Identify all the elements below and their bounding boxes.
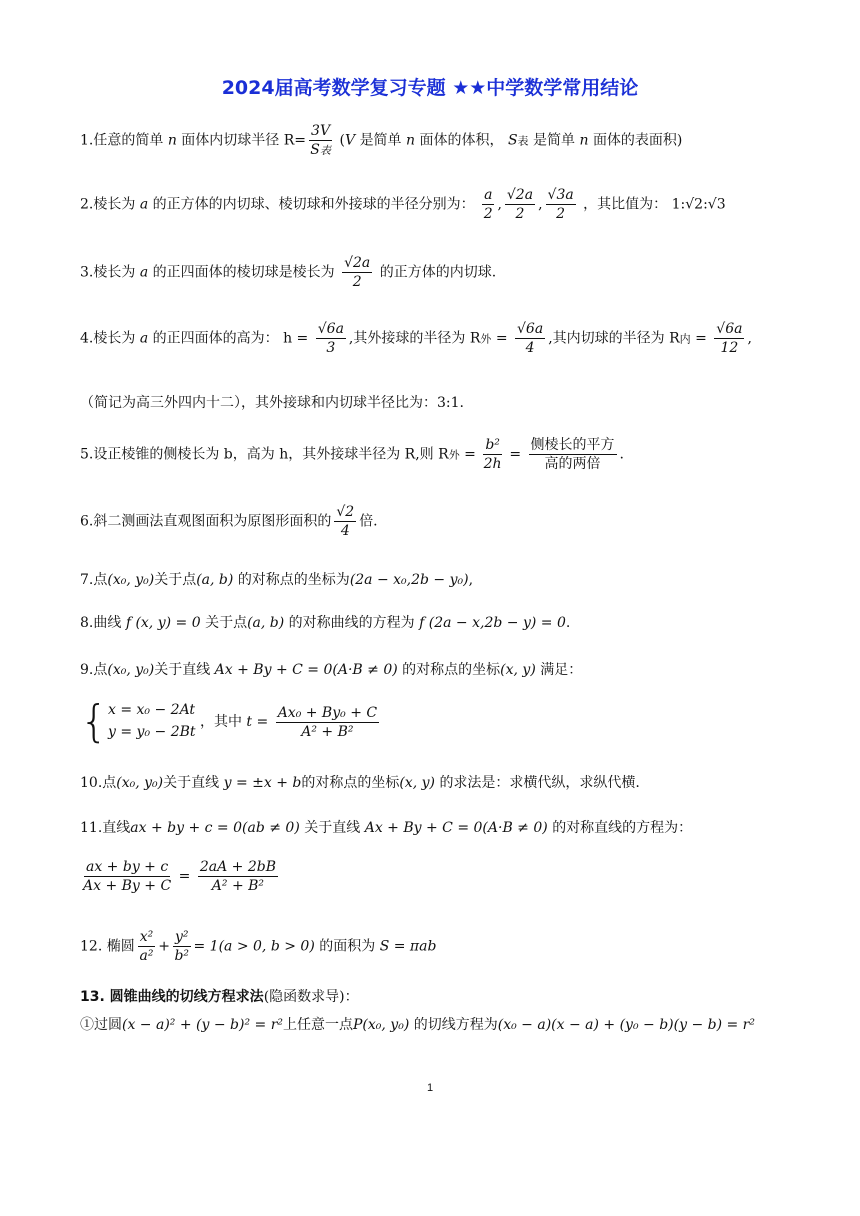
numerator: √2 bbox=[336, 504, 355, 520]
text: R bbox=[669, 330, 680, 347]
text: 的求法是：求横代纵，求纵代横. bbox=[439, 775, 640, 791]
fraction bbox=[482, 188, 494, 221]
text: 5.设正棱锥的侧棱长为 b，高为 h，其外接球半径为 R,则 bbox=[80, 446, 434, 463]
text: h = bbox=[283, 330, 309, 347]
math-var: n bbox=[167, 132, 177, 149]
text: 关于点 bbox=[154, 572, 197, 588]
math: P(x₀, y₀) bbox=[353, 1017, 410, 1033]
math: (x₀, y₀) bbox=[107, 662, 155, 678]
text: ,其外接球的半径为 bbox=[348, 330, 466, 347]
text: = bbox=[695, 330, 707, 347]
text: = bbox=[495, 330, 508, 347]
fraction bbox=[714, 322, 744, 355]
math-var: n bbox=[406, 132, 416, 149]
subscript: 内 bbox=[679, 332, 691, 346]
subscript: 表 bbox=[517, 134, 529, 148]
numerator: √6a bbox=[317, 321, 344, 337]
text: 的正四面体的棱切球是棱长为 bbox=[152, 264, 335, 281]
math: Ax + By + C = 0(A·B ≠ 0) bbox=[364, 820, 548, 836]
text: 12. 椭圆 bbox=[80, 938, 135, 955]
text: 2.棱长为 bbox=[80, 196, 136, 213]
math: t = bbox=[246, 714, 269, 730]
text: 1.任意的简单 bbox=[80, 132, 164, 149]
text: 关于直线 bbox=[163, 775, 220, 791]
denominator: 3 bbox=[326, 340, 336, 356]
text: 面体的体积， bbox=[419, 132, 504, 149]
math-var: S bbox=[507, 132, 518, 149]
subscript: 外 bbox=[448, 448, 460, 462]
item-1 bbox=[80, 124, 682, 157]
denominator: A² + B² bbox=[211, 878, 265, 894]
text: 11.直线 bbox=[80, 820, 131, 836]
numerator: ax + by + c bbox=[85, 859, 169, 875]
subscript: 外 bbox=[480, 332, 492, 346]
fraction bbox=[83, 860, 171, 893]
math: (2a − x₀,2b − y₀) bbox=[349, 572, 469, 588]
text: 的对称曲线的方程为 bbox=[288, 615, 415, 631]
text: 满足： bbox=[540, 662, 583, 678]
text: 6.斜二测画法直观图面积为原图形面积的 bbox=[80, 513, 332, 530]
denominator: 12 bbox=[720, 340, 739, 356]
math: (x₀, y₀) bbox=[107, 572, 155, 588]
equation-system bbox=[108, 700, 196, 743]
math-var: n bbox=[579, 132, 589, 149]
item-2: 2.棱长为 a 的正方体的内切球、棱切球和外接球的半径分别为： $\frac{a}{2}$ , $\frac{√2a}{2}$ , $\frac{√3a}{2}$ ，其比值为： 1:√2:√3 bbox=[80, 187, 726, 222]
text: ，其中 bbox=[199, 714, 242, 730]
fraction bbox=[138, 930, 156, 963]
numerator: √3a bbox=[547, 187, 574, 203]
fraction bbox=[483, 438, 502, 471]
denominator: 4 bbox=[525, 340, 535, 356]
math: (x, y) bbox=[399, 775, 435, 791]
text: 面体内切球半径 R= bbox=[181, 132, 307, 149]
text: 倍. bbox=[359, 513, 378, 530]
section-heading: 13. 圆锥曲线的切线方程求法 bbox=[80, 989, 264, 1005]
numerator: b² bbox=[485, 437, 500, 453]
fraction bbox=[342, 256, 372, 289]
text: 关于点 bbox=[205, 615, 248, 631]
denominator: a² bbox=[139, 948, 154, 964]
math: (a, b) bbox=[247, 615, 285, 631]
text: 关于直线 bbox=[154, 662, 211, 678]
denominator: 2 bbox=[515, 206, 525, 222]
denominator: Ax + By + C bbox=[83, 878, 172, 894]
fraction bbox=[309, 124, 332, 157]
text: 的面积为 bbox=[319, 938, 376, 955]
fraction bbox=[173, 930, 191, 963]
text: ，其比值为： bbox=[583, 196, 668, 213]
text: = bbox=[464, 446, 476, 463]
numerator: x² bbox=[139, 929, 154, 945]
text: R bbox=[469, 330, 481, 347]
text: 上任意一点 bbox=[283, 1017, 354, 1033]
math-var: a bbox=[139, 330, 149, 347]
fraction bbox=[529, 438, 617, 471]
denominator: b² bbox=[174, 948, 190, 964]
numerator: 3V bbox=[311, 123, 331, 139]
text: 7.点 bbox=[80, 572, 108, 588]
text: 4.棱长为 bbox=[80, 330, 136, 347]
text: 的正方体的内切球、棱切球和外接球的半径分别为： bbox=[152, 196, 475, 213]
item-9-system bbox=[80, 696, 382, 747]
item-13a bbox=[80, 1018, 755, 1032]
text: 是简单 bbox=[359, 132, 402, 149]
denominator: 2h bbox=[483, 456, 502, 472]
text: 9.点 bbox=[80, 662, 108, 678]
page-number: 1 bbox=[426, 1082, 434, 1094]
numerator: y² bbox=[174, 929, 189, 945]
item-3 bbox=[80, 256, 496, 289]
ratio: 1:√2:√3 bbox=[671, 196, 726, 213]
math: (x − a)² + (y − b)² = r² bbox=[122, 1017, 284, 1033]
denominator: 2 bbox=[556, 206, 566, 222]
text: 关于直线 bbox=[304, 820, 361, 836]
text: . bbox=[565, 615, 571, 631]
denominator: A² + B² bbox=[301, 723, 354, 740]
item-4 bbox=[80, 322, 752, 355]
text: 的对称点的坐标为 bbox=[237, 572, 350, 588]
numerator: 2aA + 2bB bbox=[199, 859, 276, 875]
item-5 bbox=[80, 438, 624, 471]
denominator: 4 bbox=[340, 523, 350, 539]
text: 3.棱长为 bbox=[80, 264, 136, 281]
text: = bbox=[178, 868, 191, 885]
page-title: 2024届高考数学复习专题 ★★中学数学常用结论 bbox=[221, 77, 639, 99]
fraction bbox=[276, 706, 379, 739]
fraction bbox=[334, 505, 356, 538]
text: (隐函数求导)： bbox=[263, 989, 359, 1005]
text: ( bbox=[339, 132, 345, 149]
math: (x₀, y₀) bbox=[116, 775, 164, 791]
math-var: a bbox=[139, 196, 149, 213]
math: = 1(a > 0, b > 0) bbox=[193, 938, 315, 955]
denominator: 2 bbox=[483, 206, 493, 222]
item-8 bbox=[80, 616, 570, 630]
math: S = πab bbox=[379, 938, 437, 955]
math: (x, y) bbox=[500, 662, 536, 678]
text: = bbox=[509, 446, 522, 463]
fraction bbox=[546, 188, 576, 221]
math-var: a bbox=[139, 264, 149, 281]
equation: x = x₀ − 2At bbox=[108, 702, 196, 719]
den-sub: 表 bbox=[319, 144, 331, 157]
fraction bbox=[198, 860, 278, 893]
item-4-note: （简记为高三外四内十二），其外接球和内切球半径比为：3:1. bbox=[80, 395, 464, 411]
text: , bbox=[468, 572, 474, 588]
text: 是简单 bbox=[533, 132, 575, 149]
text: , bbox=[747, 330, 752, 347]
text: 的对称点的坐标 bbox=[301, 775, 400, 791]
math: y = ±x + b bbox=[223, 775, 302, 791]
item-12 bbox=[80, 930, 436, 963]
numerator: √6a bbox=[517, 321, 544, 337]
text: ,其内切球的半径为 bbox=[548, 330, 665, 347]
text: 10.点 bbox=[80, 775, 117, 791]
item-11 bbox=[80, 821, 692, 835]
numerator: 侧棱长的平方 bbox=[530, 437, 615, 453]
denominator: 高的两倍 bbox=[544, 456, 601, 472]
item-13 bbox=[80, 990, 359, 1004]
numerator: Ax₀ + By₀ + C bbox=[277, 704, 378, 721]
item-6 bbox=[80, 505, 378, 538]
text: 的正四面体的高为： bbox=[152, 330, 279, 347]
text: 的正方体的内切球. bbox=[379, 264, 497, 281]
fraction bbox=[515, 322, 545, 355]
math: Ax + By + C = 0(A·B ≠ 0) bbox=[214, 662, 398, 678]
brace: { bbox=[80, 696, 108, 747]
text: 的对称直线的方程为： bbox=[552, 820, 693, 836]
numerator: √2a bbox=[344, 255, 371, 271]
text: 的对称点的坐标 bbox=[402, 662, 501, 678]
math: f (x, y) = 0 bbox=[125, 615, 201, 631]
numerator: √6a bbox=[716, 321, 743, 337]
text: 面体的表面积) bbox=[592, 132, 683, 149]
item-9 bbox=[80, 663, 582, 677]
denominator bbox=[310, 141, 331, 157]
text: ①过圆 bbox=[80, 1017, 122, 1033]
math: (a, b) bbox=[196, 572, 234, 588]
math: (x₀ − a)(x − a) + (y₀ − b)(y − b) = r² bbox=[497, 1017, 755, 1033]
numerator: √2a bbox=[506, 187, 534, 203]
text: 8.曲线 bbox=[80, 615, 122, 631]
item-7 bbox=[80, 573, 473, 587]
denominator: 2 bbox=[352, 274, 362, 290]
math: ax + by + c = 0(ab ≠ 0) bbox=[130, 820, 300, 836]
text: . bbox=[619, 446, 624, 463]
fraction bbox=[505, 188, 535, 221]
den-main: S bbox=[310, 142, 320, 158]
text: 的切线方程为 bbox=[413, 1017, 498, 1033]
item-11-equation bbox=[80, 860, 281, 893]
math-var: V bbox=[344, 132, 356, 149]
math: f (2a − x,2b − y) = 0 bbox=[419, 615, 566, 631]
text: + bbox=[158, 938, 170, 955]
fraction bbox=[316, 322, 346, 355]
item-10 bbox=[80, 776, 640, 790]
numerator: a bbox=[484, 187, 493, 203]
equation: y = y₀ − 2Bt bbox=[108, 724, 196, 740]
text: R bbox=[438, 446, 449, 463]
